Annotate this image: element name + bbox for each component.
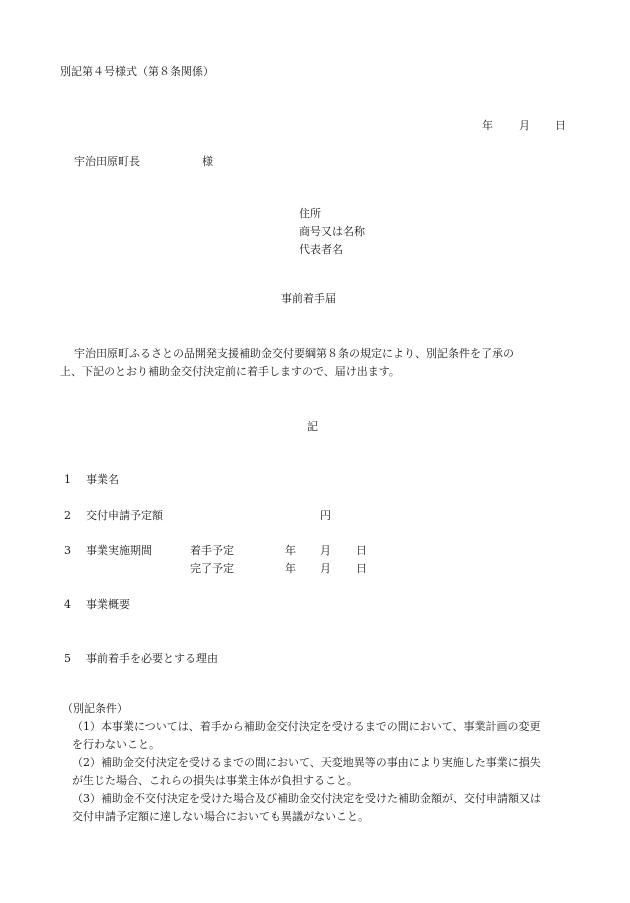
body-line-1: 宇治田原町ふるさとの品開発支援補助金交付要綱第８条の規定により、別記条件を了承の [74,347,514,360]
ki-heading: 記 [307,420,318,433]
item5-label: 事前着手を必要とする理由 [86,652,218,665]
end-month: 月 [320,562,331,575]
item3-label: 事業実施期間 [86,544,152,557]
addressee-honorific: 様 [202,155,213,168]
condition-2-line-2: が生じた場合、これらの損失は事業主体が負担すること。 [72,774,358,787]
item5-number: 5 [64,652,71,665]
end-day: 日 [356,562,367,575]
start-year: 年 [285,544,296,557]
condition-3-line-2: 交付申請予定額に達しない場合においても異議がないこと。 [72,810,369,823]
form-label: 別記第４号様式（第８条関係） [60,65,214,78]
item1-label: 事業名 [86,473,119,486]
condition-3-line-1: （3）補助金不交付決定を受けた場合及び補助金交付決定を受けた補助金額が、交付申請額又は [72,792,541,805]
condition-1-line-1: （1）本事業については、着手から補助金交付決定を受けるまでの間において、事業計画の変更 [72,720,541,733]
conditions-heading: （別記条件） [62,702,128,715]
date-day: 日 [555,119,566,132]
date-month: 月 [519,119,530,132]
trade-name-label: 商号又は名称 [299,225,365,238]
end-date-label: 完了予定 [190,562,234,575]
representative-label: 代表者名 [299,243,343,256]
item4-number: 4 [64,598,71,611]
item2-label: 交付申請予定額 [86,509,163,522]
start-day: 日 [356,544,367,557]
condition-2-line-1: （2）補助金交付決定を受けるまでの間において、天変地異等の事由により実施した事業に損失 [72,756,541,769]
condition-1-line-2: を行わないこと。 [72,738,160,751]
addressee-name: 宇治田原町長 [74,155,140,168]
item1-number: 1 [64,473,71,486]
item2-number: 2 [64,509,71,522]
item4-label: 事業概要 [86,598,130,611]
start-date-label: 着手予定 [190,544,234,557]
item2-unit: 円 [320,509,331,522]
body-line-2: 上、下記のとおり補助金交付決定前に着手しますので、届け出ます。 [60,365,400,378]
address-label: 住所 [299,207,321,220]
document-title: 事前着手届 [281,292,336,305]
date-year: 年 [482,119,493,132]
end-year: 年 [285,562,296,575]
item3-number: 3 [64,544,71,557]
start-month: 月 [320,544,331,557]
